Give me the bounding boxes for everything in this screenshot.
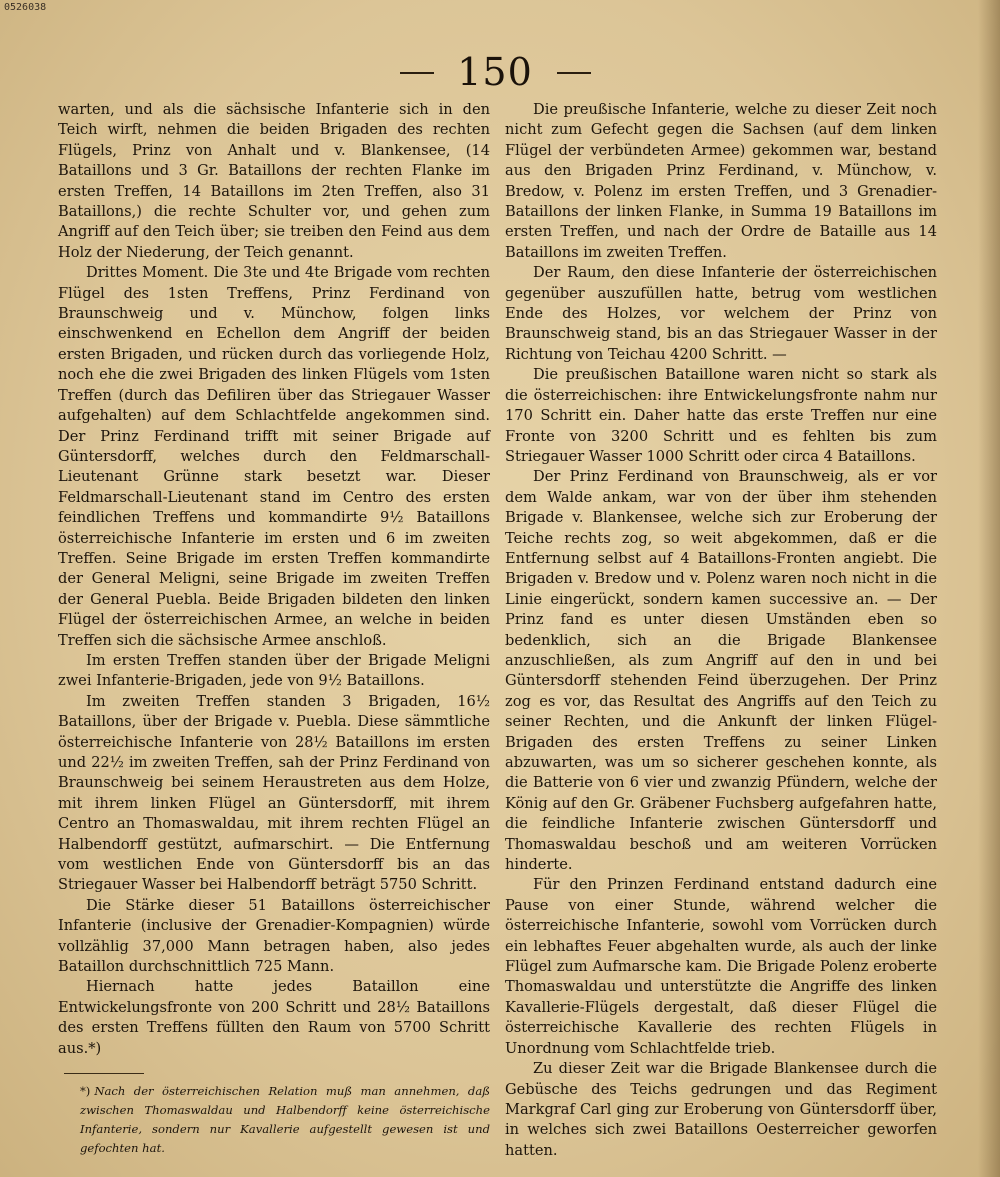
left-column [58, 100, 490, 1158]
paragraph: Zu dieser Zeit war die Brigade Blankensee durch die Gebüsche des Teichs gedrungen und das Regiment Markgraf Carl ging zur Eroberung von Güntersdorff über, in welches sich zwei Bataillons Oesterreicher geworfen hatten. [505, 1060, 937, 1159]
paragraph: Der Prinz Ferdinand von Braunschweig, als er vor dem Walde ankam, war von der über ihm stehenden Brigade v. Blankensee, welche sich zur Eroberung der Teiche rechts zog, so weit abgekommen, daß er die Entfernung selbst auf 4 Bataillons-Fronten angiebt. Die Brigaden v. Bredow und v. Polenz waren noch nicht in die Linie eingerückt, sondern kamen successive an. — Der Prinz fand es unter diesen Umständen eben so bedenklich, sich an die Brigade Blankensee anzuschließen, als zum Angriff auf den in und bei Güntersdorff stehenden Feind überzugehen. Der Prinz zog es vor, das Resultat des Angriffs auf den Teich zu seiner Rechten, und die Ankunft der linken Flügel-Brigaden des ersten Treffens zu seiner Linken abzuwarten, was um so sicherer geschehen konnte, als die Batterie von 6 vier und zwanzig Pfündern, welche der König auf den Gr. Gräbener Fuchsberg aufgefahren hatte, die feindliche Infanterie zwischen Güntersdorff und Thomaswaldau beschoß und am weiteren Vorrücken hinderte. [505, 468, 937, 874]
footnote-divider [64, 1073, 144, 1074]
header-dash-right [557, 72, 591, 74]
paragraph: Die Stärke dieser 51 Bataillons österreichischer Infanterie (inclusive der Grenadier-Kompagnien) würde vollzählig 37,000 Mann betragen haben, also jedes Bataillon durchschnittlich 725 Mann. [58, 896, 490, 976]
page-header [0, 50, 1000, 94]
footnote-marker: *) [80, 1084, 91, 1099]
paragraph: Drittes Moment. Die 3te und 4te Brigade vom rechten Flügel des 1sten Treffens, Prinz Ferdinand von Braunschweig und v. Münchow, folgen links einschwenkend en Echellon dem Angriff der beiden ersten Brigaden, und rücken durch das vorliegende Holz, noch ehe die zwei Brigaden des linken Flügels vom 1sten Treffen (durch das Defiliren über das Striegauer Wasser aufgehalten) auf dem Schlachtfelde angekommen sind. Der Prinz Ferdinand trifft mit seiner Brigade auf Güntersdorff, welches durch den Feldmarschall-Lieutenant Grünne stark besetzt war. Dieser Feldmarschall-Lieutenant stand im Centro des ersten feindlichen Treffens und kommandirte 9½ Bataillons österreichische Infanterie im ersten und 6 im zweiten Treffen. Seine Brigade im ersten Treffen kommandirte der General Meligni, seine Brigade im zweiten Treffen der General Puebla. Beide Brigaden bildeten den linken Flügel der österreichischen Armee, an welche in beiden Treffen sich die sächsische Armee anschloß. [58, 264, 490, 649]
header-dash-left [400, 72, 434, 74]
paragraph: Der Raum, den diese Infanterie der österreichischen gegenüber auszufüllen hatte, betrug vom westlichen Ende des Holzes, vor welchem der Prinz von Braunschweig stand, bis an das Striegauer Wasser in der Richtung von Teichau 4200 Schritt. — [505, 264, 937, 363]
paragraph: Hiernach hatte jedes Bataillon eine Entwickelungsfronte von 200 Schritt und 28½ Bataillons des ersten Treffens füllten den Raum von 5700 Schritt aus.*) [58, 978, 490, 1057]
footnote-text: Nach der österreichischen Relation muß man annehmen, daß zwischen Thomaswaldau und Halbendorff keine österreichische Infanterie, sondern nur Kavallerie aufgestellt gewesen ist und gefochten hat. [80, 1084, 490, 1156]
paragraph: Die preußische Infanterie, welche zu dieser Zeit noch nicht zum Gefecht gegen die Sachsen (auf dem linken Flügel der verbündeten Armee) gekommen war, bestand aus den Brigaden Prinz Ferdinand, v. Münchow, v. Bredow, v. Polenz im ersten Treffen, und 3 Grenadier-Bataillons der linken Flanke, in Summa 19 Bataillons im ersten Treffen, und nach der Ordre de Bataille aus 14 Bataillons im zweiten Treffen. [505, 101, 937, 261]
scan-id: 0526038 [4, 2, 47, 13]
paragraph: Im ersten Treffen standen über der Brigade Meligni zwei Infanterie-Brigaden, jede von 9½ Bataillons. [58, 651, 490, 690]
paragraph: Die preußischen Bataillone waren nicht so stark als die österreichischen: ihre Entwickelungsfronte nahm nur 170 Schritt ein. Daher hatte das erste Treffen nur eine Fronte von 3200 Schritt und es fehlten bis zum Striegauer Wasser 1000 Schritt oder circa 4 Bataillons. [505, 366, 937, 465]
paragraph: Für den Prinzen Ferdinand entstand dadurch eine Pause von einer Stunde, während welcher die österreichische Infanterie, sowohl vom Vorrücken durch ein lebhaftes Feuer abgehalten wurde, als auch der linke Flügel zum Aufmarsche kam. Die Brigade Polenz eroberte Thomaswaldau und unterstützte die Angriffe des linken Kavallerie-Flügels dergestalt, daß dieser Flügel die österreichische Kavallerie des rechten Flügels in Unordnung vom Schlachtfelde trieb. [505, 876, 937, 1057]
paragraph: Im zweiten Treffen standen 3 Brigaden, 16½ Bataillons, über der Brigade v. Puebla. Diese sämmtliche österreichische Infanterie von 28½ Bataillons im ersten und 22½ im zweiten Treffen, sah der Prinz Ferdinand von Braunschweig bei seinem Heraustreten aus dem Holze, mit ihrem linken Flügel an Güntersdorff, mit ihrem Centro an Thomaswaldau, mit ihrem rechten Flügel an Halbendorff gestützt, aufmarschirt. — Die Entfernung vom westlichen Ende von Güntersdorff bis an das Striegauer Wasser bei Halbendorff beträgt 5750 Schritt. [58, 692, 490, 894]
page-number: 150 [457, 50, 533, 94]
footnote [58, 1082, 490, 1158]
right-column [505, 100, 937, 1161]
page-edge-shadow [978, 0, 1000, 1177]
paragraph: warten, und als die sächsische Infanterie sich in den Teich wirft, nehmen die beiden Brigaden des rechten Flügels, Prinz von Anhalt und v. Blankensee, (14 Bataillons und 3 Gr. Bataillons der rechten Flanke im ersten Treffen, 14 Bataillons im 2ten Treffen, also 31 Bataillons,) die rechte Schulter vor, und gehen zum Angriff auf den Teich über; sie treiben den Feind aus dem Holz der Niederung, der Teich genannt. [58, 101, 490, 261]
